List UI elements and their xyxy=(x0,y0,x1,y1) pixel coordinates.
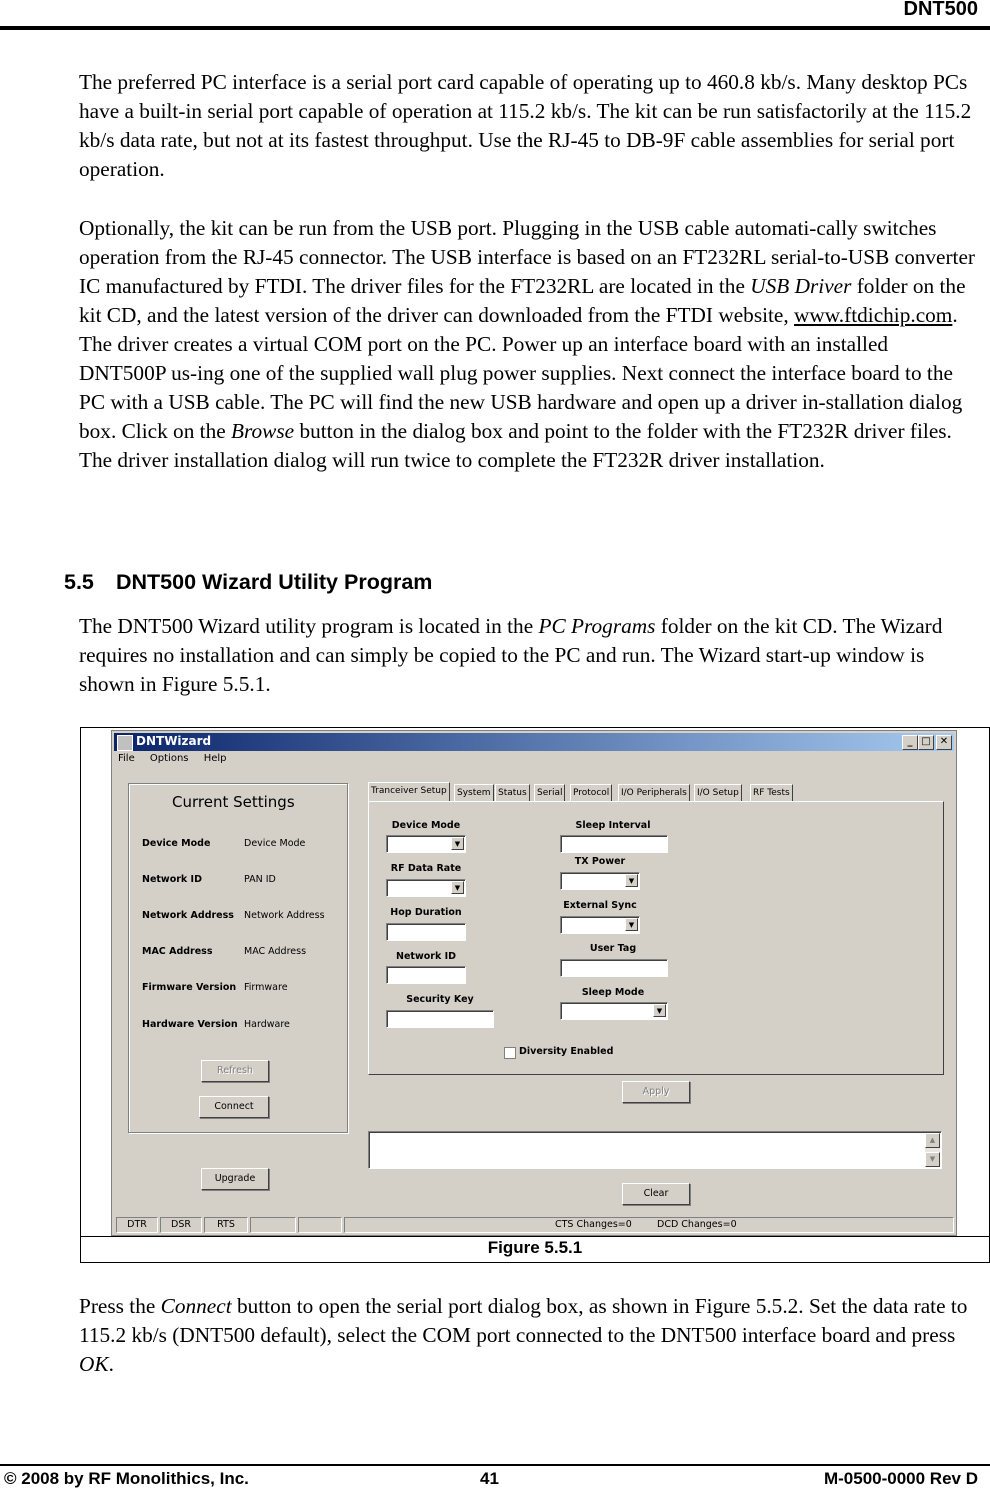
mac-address-value: MAC Address xyxy=(244,946,307,957)
paragraph-serial-interface: The preferred PC interface is a serial port card capable of operating up to 460.8 kb/s. Many desktop PCs have a built-in serial port capable of operation at 115.2 kb/s. The kit can be run satisfactorily at the 115.2 kb/s data rate, but not at its fastest throughput. Use the RJ-45 to DB-9F cable assemblies for serial port operation. xyxy=(79,70,972,181)
tx-power-select[interactable] xyxy=(560,872,640,890)
external-sync-label: External Sync xyxy=(563,900,637,911)
browse-term: Browse xyxy=(231,419,295,443)
status-changes xyxy=(344,1217,954,1233)
tab-status[interactable]: Status xyxy=(495,784,530,801)
tab-io-peripherals[interactable]: I/O Peripherals xyxy=(618,784,690,801)
paragraph-connect xyxy=(79,1292,979,1379)
chevron-down-icon: ▼ xyxy=(625,918,638,931)
figure-caption-rule xyxy=(80,1236,990,1237)
paragraph-wizard-intro xyxy=(79,612,979,699)
device-mode-label: Device Mode xyxy=(142,838,211,849)
tx-power-label: TX Power xyxy=(574,856,626,867)
tab-serial[interactable]: Serial xyxy=(534,784,565,801)
status-panel-empty-1 xyxy=(250,1217,296,1233)
mac-address-label: MAC Address xyxy=(142,946,213,957)
rf-data-rate-label: RF Data Rate xyxy=(390,863,462,874)
network-id-field-label: Network ID xyxy=(396,951,456,962)
status-rts: RTS xyxy=(204,1217,248,1233)
menu-bar xyxy=(118,753,239,764)
upgrade-button[interactable]: Upgrade xyxy=(201,1168,269,1190)
chevron-down-icon: ▼ xyxy=(451,837,464,850)
firmware-version-label: Firmware Version xyxy=(142,982,237,993)
p4-text-a: Press the xyxy=(79,1294,161,1318)
header-rule xyxy=(0,26,990,30)
network-address-value: Network Address xyxy=(244,910,325,921)
title-bar xyxy=(114,733,954,751)
rf-data-rate-select[interactable] xyxy=(386,879,466,897)
footer-doc-id: M-0500-0000 Rev D xyxy=(823,1469,978,1488)
hop-duration-input[interactable] xyxy=(386,923,466,941)
figure-caption: Figure 5.5.1 xyxy=(487,1238,583,1257)
status-panel-empty-2 xyxy=(298,1217,342,1233)
section-title: DNT500 Wizard Utility Program xyxy=(116,570,433,594)
section-number: 5.5 xyxy=(64,570,94,594)
maximize-button[interactable]: □ xyxy=(918,735,934,750)
chevron-down-icon: ▼ xyxy=(653,1004,666,1017)
status-dtr: DTR xyxy=(116,1217,158,1233)
network-id-input[interactable] xyxy=(386,966,466,984)
hop-duration-label: Hop Duration xyxy=(390,907,462,918)
diversity-label: Diversity Enabled xyxy=(519,1046,614,1057)
sleep-interval-input[interactable] xyxy=(560,835,668,853)
device-mode-value: Device Mode xyxy=(244,838,306,849)
p3-text-b: folder on the kit CD. The Wizard requires no installation and can simply be copied to the PC and run. The Wizard start-up window is shown in Figure 5.5.1. xyxy=(79,614,943,696)
refresh-button[interactable]: Refresh xyxy=(201,1060,269,1082)
sleep-mode-select[interactable] xyxy=(560,1002,668,1020)
sleep-mode-label: Sleep Mode xyxy=(581,987,645,998)
user-tag-input[interactable] xyxy=(560,959,668,977)
menu-file[interactable]: File xyxy=(118,753,135,764)
p4-text-b: button to open the serial port dialog box, as shown in Figure 5.5.2. Set the data rate to 115.2 kb/s (DNT500 default), select the COM port connected to the DNT500 interface board and press xyxy=(79,1294,968,1347)
p2-text-d: button in the dialog box and point to the folder with the FT232R driver files. The driver installation dialog will run twice to complete the FT232R driver installation. xyxy=(79,419,952,472)
window-title: DNTWizard xyxy=(136,734,212,748)
app-icon xyxy=(117,735,133,751)
footer-copyright: © 2008 by RF Monolithics, Inc. xyxy=(4,1469,249,1488)
connect-term: Connect xyxy=(160,1294,232,1318)
tab-tranceiver-setup[interactable]: Tranceiver Setup xyxy=(368,782,450,801)
usb-driver-folder: USB Driver xyxy=(750,274,852,298)
header-title: DNT500 xyxy=(903,0,978,20)
status-bar xyxy=(114,1215,954,1233)
external-sync-select[interactable] xyxy=(560,916,640,934)
security-key-label: Security Key xyxy=(406,994,474,1005)
menu-options[interactable]: Options xyxy=(149,753,189,764)
chevron-down-icon: ▼ xyxy=(451,881,464,894)
p3-text-a: The DNT500 Wizard utility program is located in the xyxy=(79,614,539,638)
current-settings-title: Current Settings xyxy=(172,793,295,811)
p2-text-b: folder on the kit CD, and the latest version of the driver can downloaded from the FTDI website, xyxy=(79,274,966,327)
tab-protocol[interactable]: Protocol xyxy=(570,784,612,801)
apply-button[interactable]: Apply xyxy=(622,1081,690,1103)
paragraph-usb-port xyxy=(79,214,979,475)
device-mode-select[interactable] xyxy=(386,835,466,853)
scroll-up-icon[interactable]: ▲ xyxy=(925,1133,940,1148)
p2-text-c: . The driver creates a virtual COM port on the PC. Power up an interface board with an installed DNT500P us-ing one of the supplied wall plug power supplies. Next connect the interface board to the PC with a USB cable. The PC will find the new USB hardware and open up a driver in-stallation dialog box. Click on the xyxy=(79,303,963,443)
log-scrollbar[interactable] xyxy=(925,1133,940,1167)
tab-system[interactable]: System xyxy=(454,784,494,801)
menu-help[interactable]: Help xyxy=(203,753,227,764)
hardware-version-value: Hardware xyxy=(244,1019,290,1030)
p4-text-c: . xyxy=(108,1352,114,1376)
footer-page-number: 41 xyxy=(480,1469,499,1488)
network-id-label: Network ID xyxy=(142,874,202,885)
p2-text-a: Optionally, the kit can be run from the USB port. Plugging in the USB cable automati-cally switches operation from the RJ-45 connector. The USB interface is based on an FT232RL serial-to-USB converter IC manufactured by FTDI. The driver files for the FT232RL are located in the xyxy=(79,216,976,298)
tab-io-setup[interactable]: I/O Setup xyxy=(694,784,742,801)
firmware-version-value: Firmware xyxy=(244,982,288,993)
dntwizard-window xyxy=(111,730,957,1236)
user-tag-label: User Tag xyxy=(589,943,637,954)
clear-button[interactable]: Clear xyxy=(622,1183,690,1205)
chevron-down-icon: ▼ xyxy=(625,874,638,887)
tab-rf-tests[interactable]: RF Tests xyxy=(750,784,793,801)
sleep-interval-label: Sleep Interval xyxy=(575,820,651,831)
hardware-version-label: Hardware Version xyxy=(142,1019,238,1030)
diversity-checkbox[interactable] xyxy=(504,1047,516,1059)
ok-term: OK xyxy=(79,1352,109,1376)
minimize-button[interactable]: _ xyxy=(902,735,918,750)
status-dsr: DSR xyxy=(160,1217,202,1233)
close-button[interactable]: ✕ xyxy=(936,735,952,750)
pc-programs-folder: PC Programs xyxy=(538,614,656,638)
connect-button[interactable]: Connect xyxy=(199,1096,269,1118)
network-address-label: Network Address xyxy=(142,910,234,921)
dcd-changes: DCD Changes=0 xyxy=(657,1219,737,1230)
scroll-down-icon[interactable]: ▼ xyxy=(925,1152,940,1167)
footer-rule xyxy=(0,1464,990,1466)
section-heading xyxy=(64,570,432,595)
ftdi-website-link[interactable]: www.ftdichip.com xyxy=(794,303,953,327)
cts-changes: CTS Changes=0 xyxy=(555,1219,632,1230)
device-mode-field-label: Device Mode xyxy=(391,820,461,831)
network-id-value: PAN ID xyxy=(244,874,276,885)
log-textbox[interactable] xyxy=(368,1131,942,1169)
security-key-input[interactable] xyxy=(386,1010,494,1028)
